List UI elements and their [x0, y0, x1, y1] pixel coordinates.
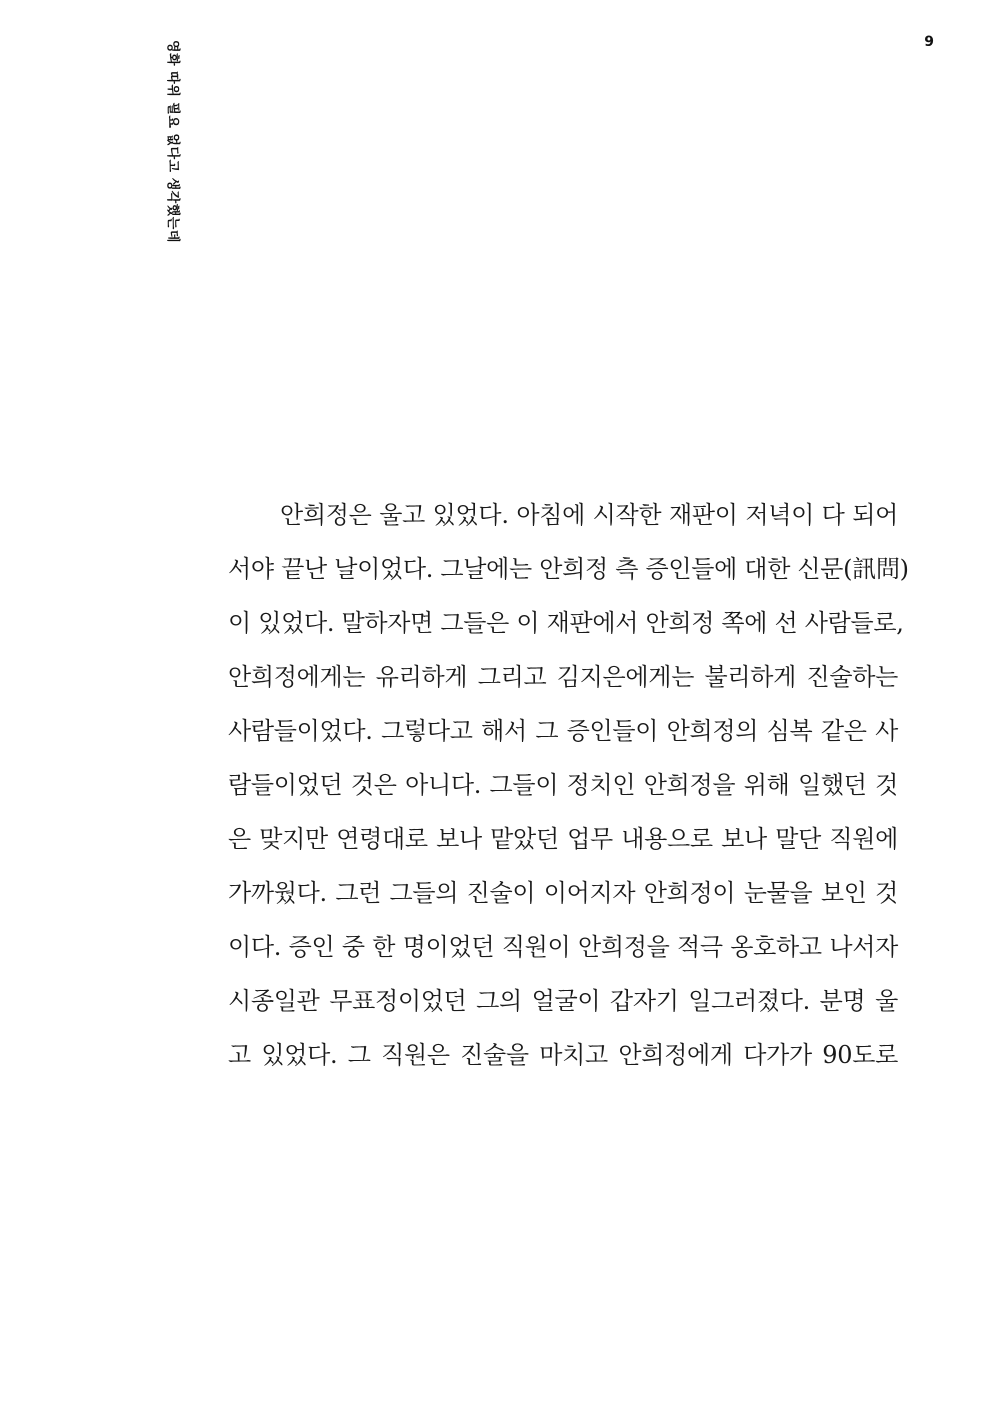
- text-line: 사람들이었다. 그렇다고 해서 그 증인들이 안희정의 심복 같은 사: [228, 717, 898, 745]
- text-line: 안희정은 울고 있었다. 아침에 시작한 재판이 저녁이 다 되어: [280, 501, 898, 529]
- page-number: 9: [924, 34, 934, 50]
- text-line: 은 맞지만 연령대로 보나 맡았던 업무 내용으로 보나 말단 직원에: [228, 825, 898, 853]
- text-line: 이다. 증인 중 한 명이었던 직원이 안희정을 적극 옹호하고 나서자: [228, 933, 898, 961]
- text-line: 서야 끝난 날이었다. 그날에는 안희정 측 증인들에 대한 신문(訊問): [228, 555, 909, 583]
- text-line: 가까웠다. 그런 그들의 진술이 이어지자 안희정이 눈물을 보인 것: [228, 879, 898, 907]
- text-line: 시종일관 무표정이었던 그의 얼굴이 갑자기 일그러졌다. 분명 울: [228, 987, 898, 1015]
- text-line: 이 있었다. 말하자면 그들은 이 재판에서 안희정 쪽에 선 사람들로,: [228, 609, 904, 637]
- text-line: 안희정에게는 유리하게 그리고 김지은에게는 불리하게 진술하는: [228, 663, 898, 691]
- running-head: 영화 따위 필요 없다고 생각했는데: [165, 40, 180, 243]
- text-line: 람들이었던 것은 아니다. 그들이 정치인 안희정을 위해 일했던 것: [228, 771, 898, 799]
- body-paragraph: [228, 492, 909, 1086]
- text-line: 고 있었다. 그 직원은 진술을 마치고 안희정에게 다가가 90도로: [228, 1041, 898, 1069]
